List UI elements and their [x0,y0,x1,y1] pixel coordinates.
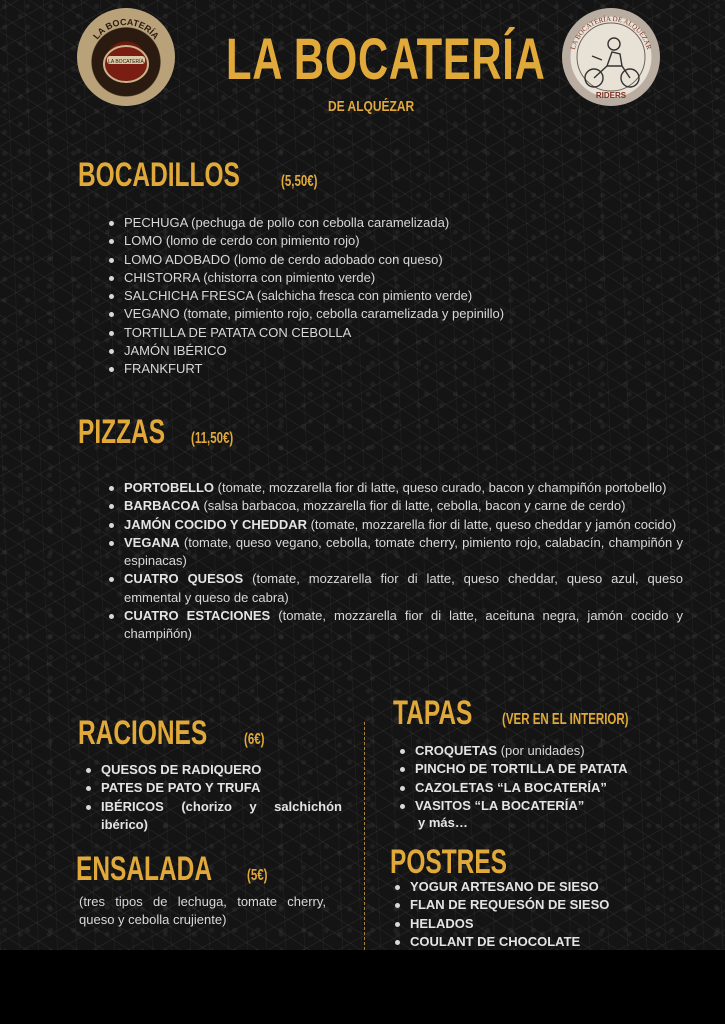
racion-name: IBÉRICOS (chorizo y salchichón ibérico) [101,798,342,832]
list-item: VEGANO (tomate, pimiento rojo, cebolla caramelizada y pepinillo) [124,305,684,323]
tapa-name: CAZOLETAS “LA BOCATERÍA” [415,779,607,795]
logo-left-bottom-text: ALQUÉZAR [104,78,148,94]
pizza-desc: (salsa barbacoa, mozzarella fior di latte, cebolla, bacon y carne de cerdo) [199,498,626,514]
pizza-name: CUATRO QUESOS [124,571,244,587]
tapas-more: y más… [418,815,468,830]
tapa-name: VASITOS “LA BOCATERÍA” [415,797,585,813]
tapas-list [415,742,705,815]
page-subtitle: DE ALQUÉZAR [328,98,415,115]
riders-logo [562,8,660,106]
bottom-band [0,950,725,1024]
list-item: JAMÓN IBÉRICO [124,342,684,360]
tapa-desc: (por unidades) [497,743,585,758]
list-item: LOMO (lomo de cerdo con pimiento rojo) [124,232,684,250]
pizza-name: CUATRO ESTACIONES [124,608,271,624]
bocadillos-heading [78,156,332,195]
raciones-heading [78,714,272,753]
pizzas-list [124,479,683,644]
postres-title: POSTRES [390,843,507,881]
pizza-desc: (tomate, mozzarella fior di latte, queso cheddar, queso azul, queso emmental y queso de cabra) [124,571,683,605]
list-item [101,761,342,779]
list-item: CHISTORRA (chistorra con pimiento verde) [124,269,684,287]
pizza-name: JAMÓN COCIDO Y CHEDDAR [124,516,307,532]
list-item [410,896,700,914]
bocateria-logo [77,8,175,106]
bocadillos-price: (5,50€) [281,173,318,190]
list-item: PECHUGA (pechuga de pollo con cebolla caramelizada) [124,214,684,232]
bocadillos-list [124,214,684,379]
pizza-desc: (tomate, mozzarella fior di latte, aceituna negra, jamón cocido y champiñón) [124,608,683,642]
postres-heading [390,843,552,882]
column-divider [364,722,365,950]
list-item [124,497,683,515]
racion-name: PATES DE PATO Y TRUFA [101,780,261,796]
logo-right-bottom-text: RIDERS [595,91,627,100]
svg-text:LA BOCATERÍA [91,17,161,42]
raciones-title: RACIONES [78,714,208,752]
pizza-name: BARBACOA [124,498,200,514]
list-item [124,479,683,497]
pizzas-heading [78,413,250,452]
list-item [124,534,683,571]
list-item [101,798,342,835]
tapa-name: CROQUETAS [415,743,498,758]
pizza-desc: (tomate, queso vegano, cebolla, tomate cherry, pimiento rojo, calabacín, champiñón y espinacas) [124,534,683,569]
logo-left-inner-text: LA BOCATERÍA [108,59,144,65]
postre-name: COULANT DE CHOCOLATE [410,933,581,949]
raciones-price: (6€) [243,731,265,748]
pizza-name: PORTOBELLO [124,480,215,495]
raciones-list [101,761,342,834]
pizza-desc: (tomate, mozzarella fior di latte, queso curado, bacon y champiñón portobello) [214,480,667,495]
pizzas-title: PIZZAS [78,413,166,451]
pizza-desc: (tomate, mozzarella fior di latte, queso cheddar y jamón cocido) [306,516,677,532]
list-item [415,742,705,760]
tapa-name: PINCHO DE TORTILLA DE PATATA [415,761,628,777]
postre-name: YOGUR ARTESANO DE SIESO [410,879,599,894]
pizzas-price: (11,50€) [191,430,234,447]
postre-name: FLAN DE REQUESÓN DE SIESO [410,897,610,913]
bocadillos-title: BOCADILLOS [78,156,240,194]
ensalada-price: (5€) [247,867,268,884]
list-item [124,570,683,607]
tapas-price: (VER EN EL INTERIOR) [501,711,629,728]
list-item [415,797,705,815]
list-item [410,933,700,950]
list-item: TORTILLA DE PATATA CON CEBOLLA [124,324,684,342]
ensalada-title: ENSALADA [76,850,213,888]
logo-right-ring-text: LA BOCATERÍA DE ALQUÉZAR [569,14,653,51]
riders-logo-graphic [562,8,660,106]
racion-name: QUESOS DE RADIQUERO [101,762,262,777]
list-item [410,878,700,896]
tapas-title: TAPAS [393,694,473,732]
ensalada-description: (tres tipos de lechuga, tomate cherry, queso y cebolla crujiente) [79,894,326,928]
page-title: LA BOCATERÍA [226,27,546,92]
bocateria-logo-graphic [77,8,175,106]
postre-name: HELADOS [410,915,474,931]
pizza-name: VEGANA [124,534,180,550]
svg-text:LA BOCATERÍA DE ALQUÉZAR [569,15,653,51]
list-item: SALCHICHA FRESCA (salchicha fresca con pimiento verde) [124,287,684,305]
list-item [101,779,342,797]
list-item: FRANKFURT [124,360,684,378]
logo-left-top-text: LA BOCATERÍA [91,16,161,42]
list-item [124,607,683,644]
postres-list [410,878,700,950]
motorcycle-rider-icon [585,38,639,87]
list-item [124,516,683,534]
list-item [415,779,705,797]
tapas-heading [393,694,677,733]
list-item: LOMO ADOBADO (lomo de cerdo adobado con queso) [124,251,684,269]
list-item [410,915,700,933]
list-item [415,760,705,778]
ensalada-heading [76,850,276,889]
